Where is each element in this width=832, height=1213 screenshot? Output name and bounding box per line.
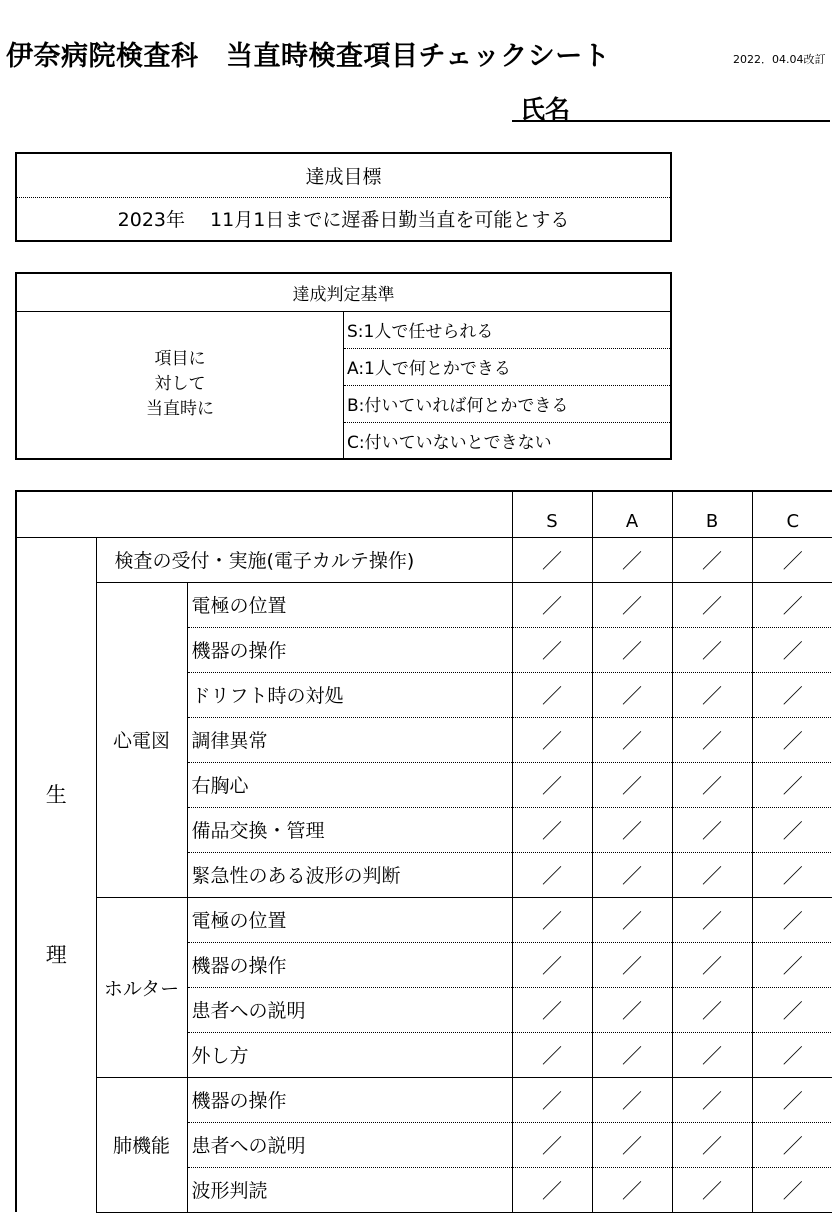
check-cell-a[interactable]: ／	[592, 762, 672, 807]
check-cell-c[interactable]: ／	[752, 1167, 832, 1212]
check-cell-a[interactable]: ／	[592, 897, 672, 942]
check-cell-c[interactable]: ／	[752, 1077, 832, 1122]
row-label: 検査の受付・実施(電子カルテ操作)	[96, 537, 512, 582]
revision-date: 2022．04.04改訂	[733, 53, 826, 66]
table-row	[16, 582, 832, 627]
check-cell-b[interactable]: ／	[672, 627, 752, 672]
table-row	[16, 897, 832, 942]
row-label: 備品交換・管理	[187, 807, 512, 852]
check-cell-b[interactable]: ／	[672, 537, 752, 582]
grade-header-row	[16, 491, 832, 537]
criterion-b: B:付いていれば何とかできる	[344, 385, 672, 422]
check-cell-c[interactable]: ／	[752, 672, 832, 717]
side-label-line: 項目に	[154, 349, 206, 370]
side-label-line: 当直時に	[146, 399, 214, 420]
check-cell-s[interactable]: ／	[512, 1077, 592, 1122]
check-cell-a[interactable]: ／	[592, 537, 672, 582]
criteria-box	[15, 272, 672, 460]
check-cell-s[interactable]: ／	[512, 807, 592, 852]
grade-header-c: C	[752, 491, 832, 537]
grade-header-a: A	[592, 491, 672, 537]
check-cell-a[interactable]: ／	[592, 987, 672, 1032]
check-cell-b[interactable]: ／	[672, 807, 752, 852]
group-label: ホルター	[96, 897, 187, 1077]
check-cell-s[interactable]: ／	[512, 987, 592, 1032]
check-cell-b[interactable]: ／	[672, 1032, 752, 1077]
category-cell	[16, 537, 96, 1212]
check-cell-s[interactable]: ／	[512, 1167, 592, 1212]
row-label: 患者への説明	[187, 1122, 512, 1167]
check-cell-b[interactable]: ／	[672, 1167, 752, 1212]
row-label: 緊急性のある波形の判断	[187, 852, 512, 897]
row-label: 波形判読	[187, 1167, 512, 1212]
criterion-s: S:1人で任せられる	[344, 311, 672, 348]
check-cell-b[interactable]: ／	[672, 672, 752, 717]
check-cell-a[interactable]: ／	[592, 807, 672, 852]
check-cell-c[interactable]: ／	[752, 537, 832, 582]
header-blank-cell	[16, 491, 512, 537]
group-label: 心電図	[96, 582, 187, 897]
check-cell-b[interactable]: ／	[672, 1122, 752, 1167]
row-label: 電極の位置	[187, 582, 512, 627]
group-label: 肺機能	[96, 1077, 187, 1212]
goal-heading: 達成目標	[16, 153, 671, 197]
grade-header-s: S	[512, 491, 592, 537]
criterion-c: C:付いていないとできない	[347, 432, 552, 453]
name-label: 氏名	[520, 95, 571, 124]
check-cell-s[interactable]: ／	[512, 717, 592, 762]
check-cell-s[interactable]: ／	[512, 627, 592, 672]
check-cell-c[interactable]: ／	[752, 987, 832, 1032]
row-label: 調律異常	[187, 717, 512, 762]
row-label: 機器の操作	[187, 942, 512, 987]
check-cell-s[interactable]: ／	[512, 897, 592, 942]
check-cell-s[interactable]: ／	[512, 1122, 592, 1167]
check-cell-c[interactable]: ／	[752, 762, 832, 807]
check-cell-b[interactable]: ／	[672, 582, 752, 627]
check-cell-a[interactable]: ／	[592, 717, 672, 762]
check-cell-c[interactable]: ／	[752, 942, 832, 987]
category-char: 理	[45, 942, 67, 967]
table-row	[16, 1077, 832, 1122]
check-cell-a[interactable]: ／	[592, 1167, 672, 1212]
check-cell-s[interactable]: ／	[512, 537, 592, 582]
check-cell-a[interactable]: ／	[592, 1077, 672, 1122]
check-cell-s[interactable]: ／	[512, 942, 592, 987]
row-label: 機器の操作	[187, 1077, 512, 1122]
goal-box	[15, 152, 672, 242]
criteria-side-label	[16, 311, 344, 459]
check-cell-a[interactable]: ／	[592, 1032, 672, 1077]
name-entry-line	[512, 120, 830, 122]
page-title: 伊奈病院検査科 当直時検査項目チェックシート	[6, 41, 611, 72]
check-cell-c[interactable]: ／	[752, 1032, 832, 1077]
check-cell-a[interactable]: ／	[592, 582, 672, 627]
check-cell-b[interactable]: ／	[672, 717, 752, 762]
row-label: 患者への説明	[187, 987, 512, 1032]
category-char: 生	[45, 782, 67, 807]
check-cell-b[interactable]: ／	[672, 1077, 752, 1122]
check-cell-a[interactable]: ／	[592, 627, 672, 672]
check-cell-s[interactable]: ／	[512, 1032, 592, 1077]
check-cell-s[interactable]: ／	[512, 582, 592, 627]
grade-header-b: B	[672, 491, 752, 537]
check-cell-c[interactable]: ／	[752, 852, 832, 897]
criteria-heading: 達成判定基準	[16, 273, 671, 311]
check-cell-s[interactable]: ／	[512, 852, 592, 897]
check-cell-b[interactable]: ／	[672, 852, 752, 897]
check-cell-c[interactable]: ／	[752, 627, 832, 672]
check-cell-a[interactable]: ／	[592, 1122, 672, 1167]
check-cell-b[interactable]: ／	[672, 942, 752, 987]
side-label-line: 対して	[154, 374, 206, 395]
row-label: 外し方	[187, 1032, 512, 1077]
row-label: ドリフト時の対処	[187, 672, 512, 717]
check-cell-s[interactable]: ／	[512, 762, 592, 807]
check-cell-a[interactable]: ／	[592, 942, 672, 987]
check-cell-c[interactable]: ／	[752, 1122, 832, 1167]
check-cell-c[interactable]: ／	[752, 582, 832, 627]
table-row	[16, 537, 832, 582]
check-cell-c[interactable]: ／	[752, 807, 832, 852]
goal-text: 2023年 11月1日までに遅番日勤当直を可能とする	[117, 209, 570, 232]
check-cell-a[interactable]: ／	[592, 852, 672, 897]
check-cell-c[interactable]: ／	[752, 717, 832, 762]
check-cell-a[interactable]: ／	[592, 672, 672, 717]
check-cell-b[interactable]: ／	[672, 762, 752, 807]
criterion-a: A:1人で何とかできる	[344, 348, 672, 385]
check-cell-s[interactable]: ／	[512, 672, 592, 717]
check-cell-c[interactable]: ／	[752, 897, 832, 942]
checklist-table	[15, 490, 832, 1213]
check-cell-b[interactable]: ／	[672, 987, 752, 1032]
check-cell-b[interactable]: ／	[672, 897, 752, 942]
row-label: 機器の操作	[187, 627, 512, 672]
row-label: 電極の位置	[187, 897, 512, 942]
row-label: 右胸心	[187, 762, 512, 807]
